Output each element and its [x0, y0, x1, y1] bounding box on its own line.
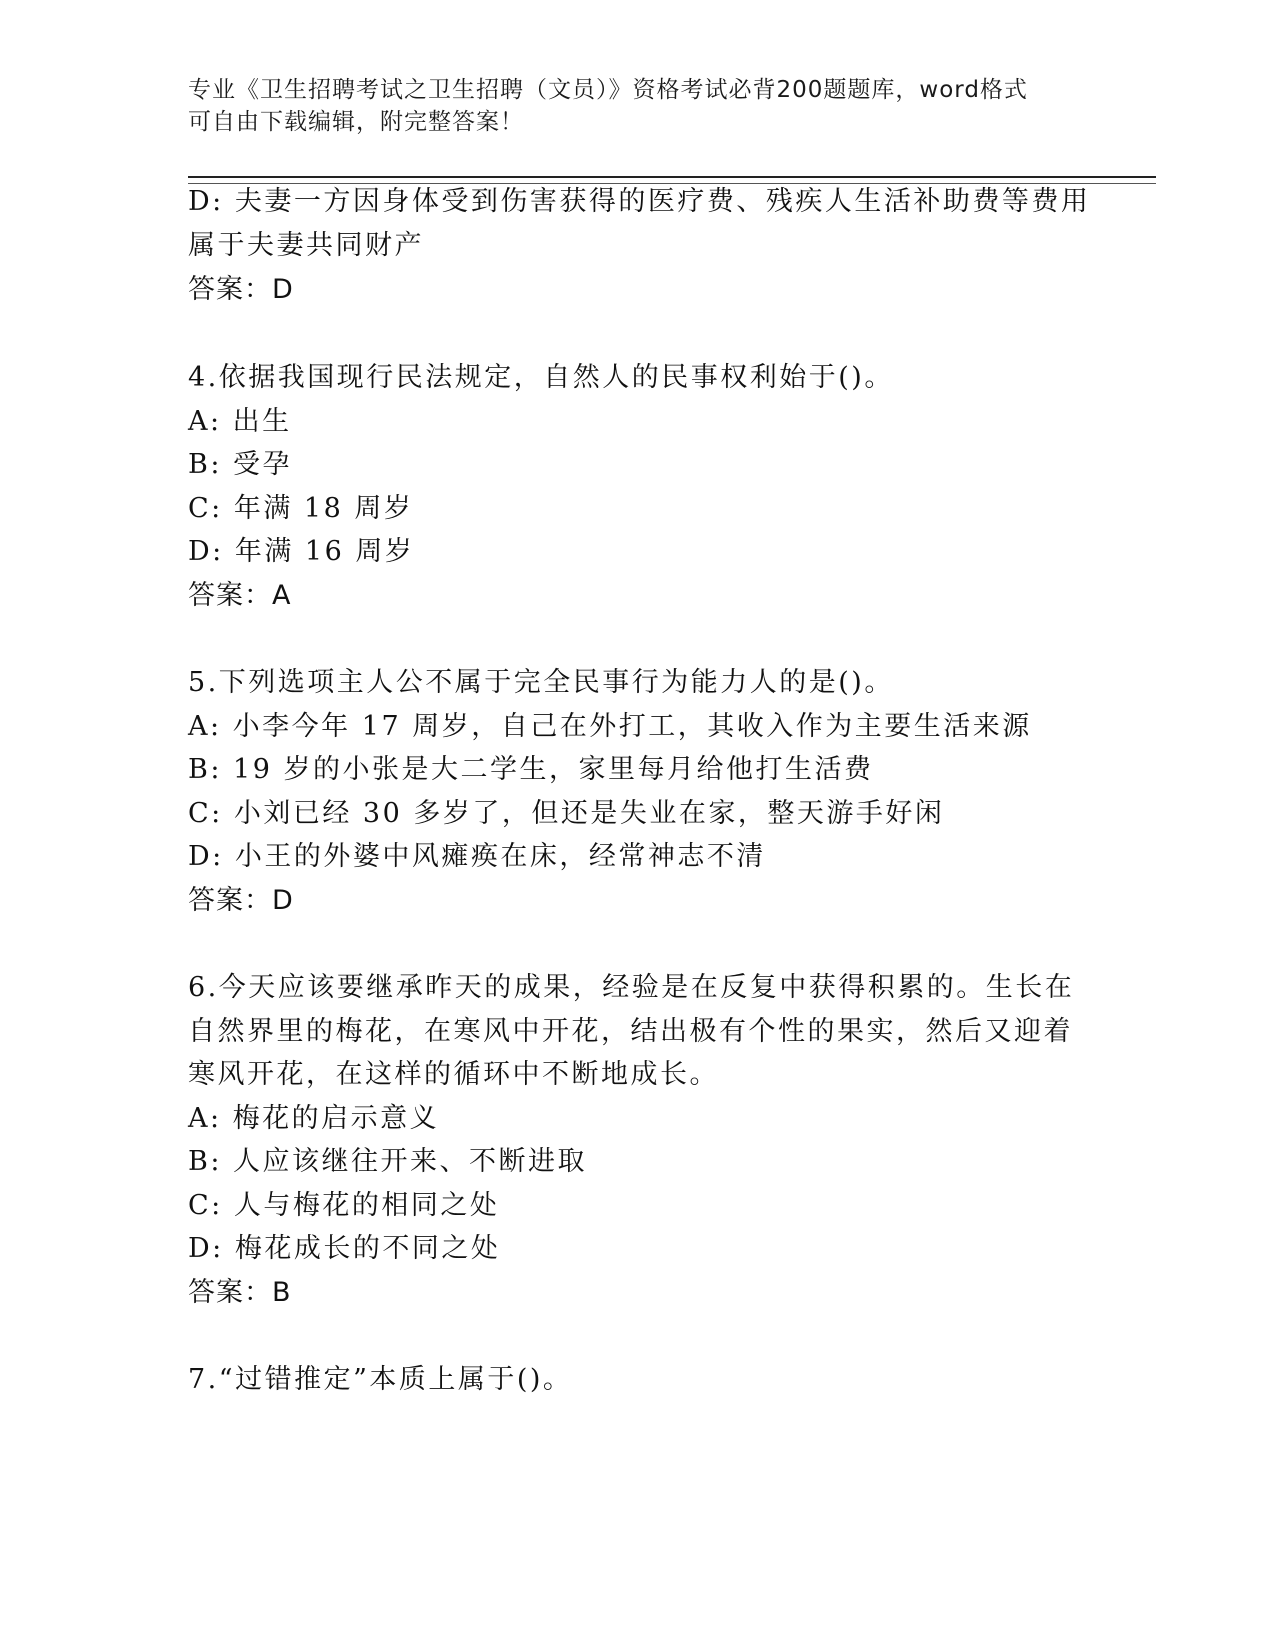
- q5-option-d: D: 小王的外婆中风瘫痪在床，经常神志不清: [188, 841, 766, 872]
- header-line-1: 专业《卫生招聘考试之卫生招聘（文员）》资格考试必背200题题库，word格式: [188, 77, 1028, 103]
- header-line-2: 可自由下载编辑，附完整答案！: [188, 109, 524, 135]
- q6-option-b: B: 人应该继往开来、不断进取: [188, 1146, 588, 1177]
- q6-stem-line-3: 寒风开花，在这样的循环中不断地成长。: [188, 1059, 719, 1090]
- document-header: [188, 74, 1088, 138]
- q3-option-d-line-1: D: 夫妻一方因身体受到伤害获得的医疗费、残疾人生活补助费等费用: [188, 186, 1091, 217]
- q5-option-b: B: 19 岁的小张是大二学生，家里每月给他打生活费: [188, 754, 874, 785]
- q6-option-a: A: 梅花的启示意义: [188, 1103, 440, 1134]
- q4-option-d: D: 年满 16 周岁: [188, 536, 415, 567]
- header-divider-thick: [188, 176, 1156, 178]
- q5-stem: 5.下列选项主人公不属于完全民事行为能力人的是()。: [188, 667, 894, 698]
- q4-stem: 4.依据我国现行民法规定，自然人的民事权利始于()。: [188, 362, 894, 393]
- q4-answer: 答案：A: [188, 580, 292, 611]
- q6-answer: 答案：B: [188, 1277, 292, 1308]
- q4-option-c: C: 年满 18 周岁: [188, 493, 414, 524]
- q6-option-c: C: 人与梅花的相同之处: [188, 1190, 500, 1221]
- q4-option-b: B: 受孕: [188, 449, 293, 480]
- q5-option-a: A: 小李今年 17 周岁，自己在外打工，其收入作为主要生活来源: [188, 711, 1032, 742]
- q3-option-d-line-2: 属于夫妻共同财产: [188, 230, 424, 261]
- q3-answer: 答案：D: [188, 274, 294, 305]
- q6-option-d: D: 梅花成长的不同之处: [188, 1233, 501, 1264]
- q7-stem: 7.“过错推定”本质上属于()。: [188, 1364, 573, 1395]
- q5-answer: 答案：D: [188, 885, 294, 916]
- q6-stem-line-1: 6.今天应该要继承昨天的成果，经验是在反复中获得积累的。生长在: [188, 972, 1075, 1003]
- q4-option-a: A: 出生: [188, 406, 292, 437]
- q6-stem-line-2: 自然界里的梅花，在寒风中开花，结出极有个性的果实，然后又迎着: [188, 1016, 1073, 1047]
- q5-option-c: C: 小刘已经 30 多岁了，但还是失业在家，整天游手好闲: [188, 798, 945, 829]
